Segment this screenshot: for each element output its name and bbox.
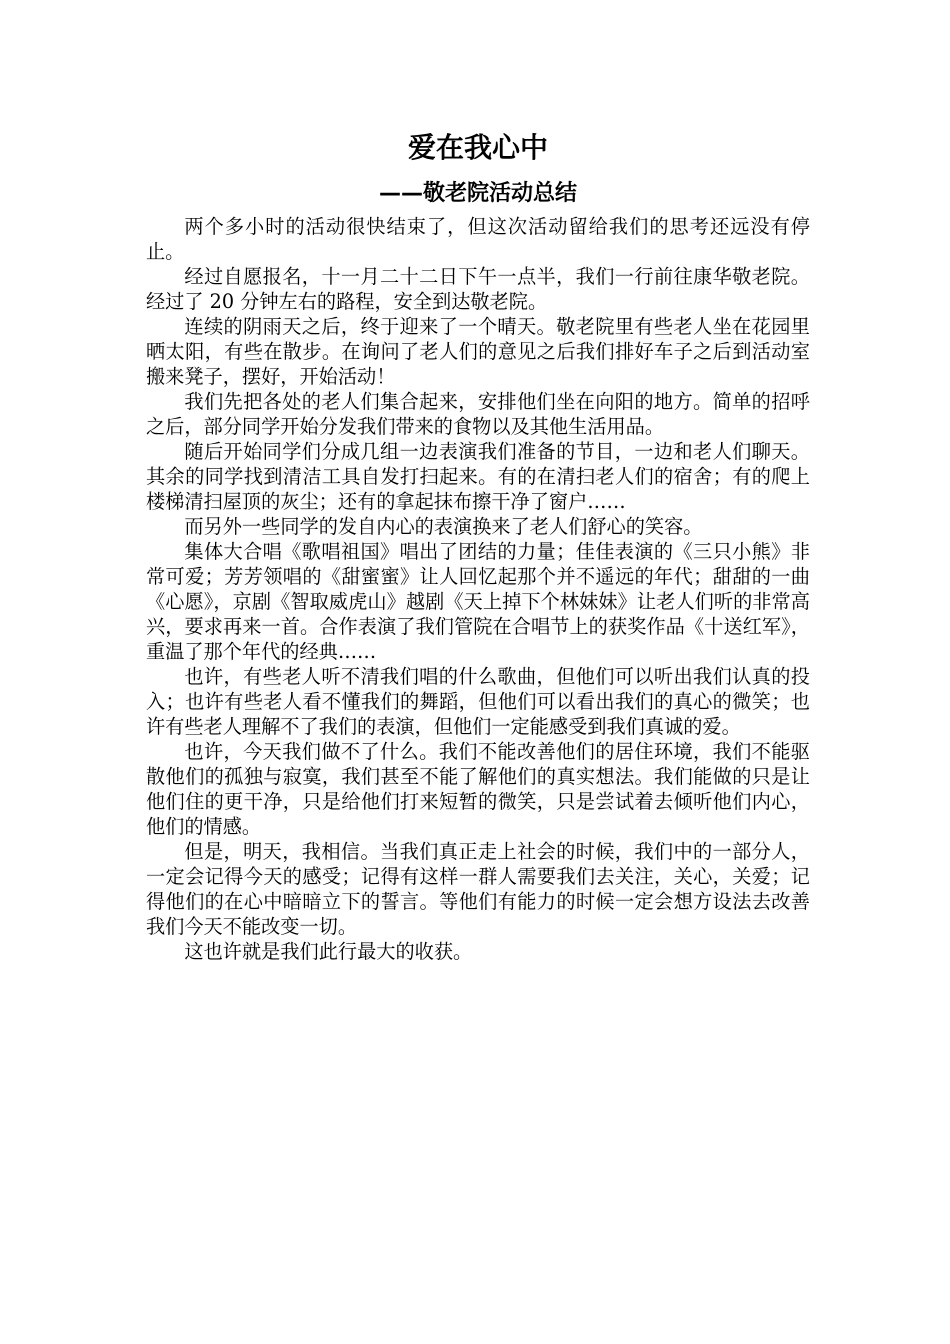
paragraph: 经过自愿报名，十一月二十二日下午一点半，我们一行前往康华敬老院。经过了 20 分钟左右的路程，安全到达敬老院。 bbox=[146, 265, 810, 313]
paragraph: 连续的阴雨天之后，终于迎来了一个晴天。敬老院里有些老人坐在花园里晒太阳，有些在散步。在询问了老人们的意见之后我们排好车子之后到活动室搬来凳子，摆好，开始活动！ bbox=[146, 315, 810, 388]
paragraph: 这也许就是我们此行最大的收获。 bbox=[184, 940, 473, 963]
paragraph: 而另外一些同学的发自内心的表演换来了老人们舒心的笑容。 bbox=[184, 515, 703, 538]
paragraph: 两个多小时的活动很快结束了，但这次活动留给我们的思考还远没有停止。 bbox=[146, 215, 810, 263]
document-subtitle: ——敬老院活动总结 bbox=[378, 181, 577, 206]
document-title: 爱在我心中 bbox=[407, 131, 548, 164]
paragraph: 也许，今天我们做不了什么。我们不能改善他们的居住环境，我们不能驱散他们的孤独与寂寞，我们甚至不能了解他们的真实想法。我们能做的只是让他们住的更干净，只是给他们打来短暂的微笑，只是尝试着去倾听他们内心，他们的情感。 bbox=[146, 740, 810, 838]
paragraph: 我们先把各处的老人们集合起来，安排他们坐在向阳的地方。简单的招呼之后，部分同学开始分发我们带来的食物以及其他生活用品。 bbox=[146, 390, 810, 438]
paragraph: 但是，明天，我相信。当我们真正走上社会的时候，我们中的一部分人，一定会记得今天的感受；记得有这样一群人需要我们去关注，关心，关爱；记得他们的在心中暗暗立下的誓言。等他们有能力的时候一定会想方设法去改善我们今天不能改变一切。 bbox=[146, 840, 810, 938]
paragraph: 也许，有些老人听不清我们唱的什么歌曲，但他们可以听出我们认真的投入；也许有些老人看不懂我们的舞蹈，但他们可以看出我们的真心的微笑；也许有些老人理解不了我们的表演，但他们一定能感受到我们真诚的爱。 bbox=[146, 665, 810, 738]
paragraph: 集体大合唱《歌唱祖国》唱出了团结的力量；佳佳表演的《三只小熊》非常可爱；芳芳领唱的《甜蜜蜜》让人回忆起那个并不遥远的年代；甜甜的一曲《心愿》，京剧《智取威虎山》越剧《天上掉下个林妹妹》让老人们听的非常高兴，要求再来一首。合作表演了我们管院在合唱节上的获奖作品《十送红军》，重温了那个年代的经典…… bbox=[146, 540, 810, 663]
document-page bbox=[146, 128, 810, 964]
document-body bbox=[146, 214, 810, 964]
paragraph: 随后开始同学们分成几组一边表演我们准备的节目，一边和老人们聊天。其余的同学找到清洁工具自发打扫起来。有的在清扫老人们的宿舍；有的爬上楼梯清扫屋顶的灰尘；还有的拿起抹布擦干净了窗户…… bbox=[146, 440, 810, 513]
